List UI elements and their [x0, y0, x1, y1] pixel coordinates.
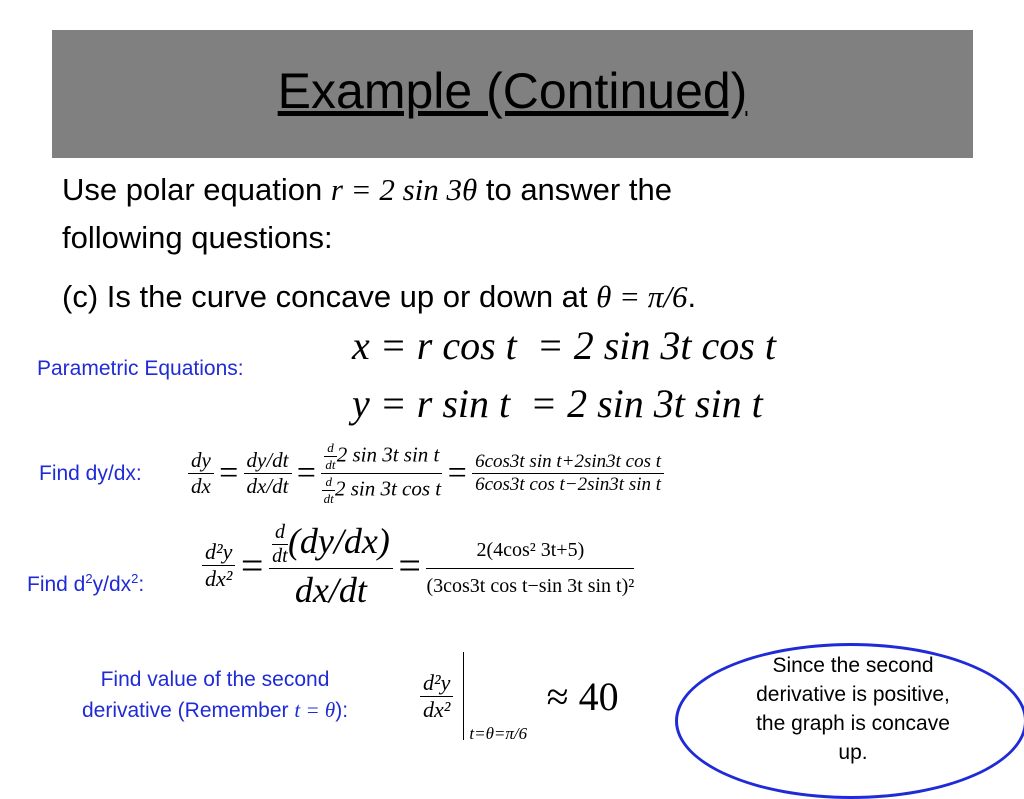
- eval-result: ≈ 40: [546, 673, 619, 719]
- slide-title: Example (Continued): [277, 63, 748, 119]
- dydx-chain: $\frac{dy/dt}{dx/dt}$: [244, 448, 292, 499]
- x-equation: x = r cos t = 2 sin 3t cos t: [352, 323, 776, 368]
- dydx-label: Find dy/dx:: [39, 462, 142, 485]
- dydx-result: $\frac{\text{6cos3t sin t+2sin3t cos t}}{\text{6cos3t cos t−2sin3t sin t}}$: [472, 451, 664, 496]
- intro-prefix: Use polar equation: [62, 172, 331, 207]
- question-suffix: .: [687, 279, 697, 314]
- d2ydx2-label: Find $d^2y/dx^2$:: [27, 571, 145, 596]
- d2-middle: $\frac{d}{dt}$ (dy/dx) dx/dt: [269, 520, 393, 611]
- d2ydx2-expression: $\frac{\text{d²y}}{\text{dx²}}$ = $\frac{d}{dt}$ (dy/dx) dx/dt = $\frac{\text{2(4cos² 3t+5)}}{\text{(3cos3t cos t−sin 3t sin t)²}}$: [202, 520, 634, 611]
- conclusion-text: Since the second derivative is positive, the graph is concave up.: [756, 654, 950, 764]
- value-label: Find value of the second derivative (Remember t = θ):: [81, 668, 349, 722]
- d2-lhs: $\frac{\text{d²y}}{\text{dx²}}$: [202, 539, 235, 592]
- title-bar: [52, 30, 973, 158]
- intro-line-2: following questions:: [62, 220, 333, 255]
- eval-derivative: $\frac{\text{d²y}}{\text{dx²}}$: [420, 670, 453, 723]
- d2-result: $\frac{\text{2(4cos² 3t+5)}}{\text{(3cos3t cos t−sin 3t sin t)²}}$: [426, 533, 634, 598]
- eval-substitution: t=θ=π/6: [469, 724, 528, 744]
- y-equation: y = r sin t = 2 sin 3t sin t: [352, 381, 763, 426]
- question-equation: θ = π/6: [596, 279, 688, 314]
- intro-line-1: [62, 170, 672, 210]
- polar-equation: r = 2 sin 3θ: [330, 172, 478, 207]
- dydx-lhs: $\frac{dy}{dx}$: [188, 448, 214, 499]
- dydx-derivative-form: $\frac{d}{dt}$ 2 sin 3t sin t $\frac{d}{dt}$ 2 sin 3t cos t: [321, 440, 442, 507]
- parametric-label: Parametric Equations:: [37, 357, 244, 380]
- intro-suffix: to answer the: [477, 172, 672, 207]
- question-c: [62, 277, 696, 317]
- evaluation: [420, 652, 619, 744]
- dydx-expression: $\frac{dy}{dx}$ = $\frac{dy/dt}{dx/dt}$ = $\frac{d}{dt}$ 2 sin 3t sin t $\frac{d}{dt}$ 2 sin 3t cos t = $\frac{\text{6cos3t sin t+2sin3t cos t}}{\text{6cos3t cos t−2sin3t sin t}}$: [188, 440, 664, 507]
- question-prefix: (c) Is the curve concave up or down at: [62, 279, 597, 314]
